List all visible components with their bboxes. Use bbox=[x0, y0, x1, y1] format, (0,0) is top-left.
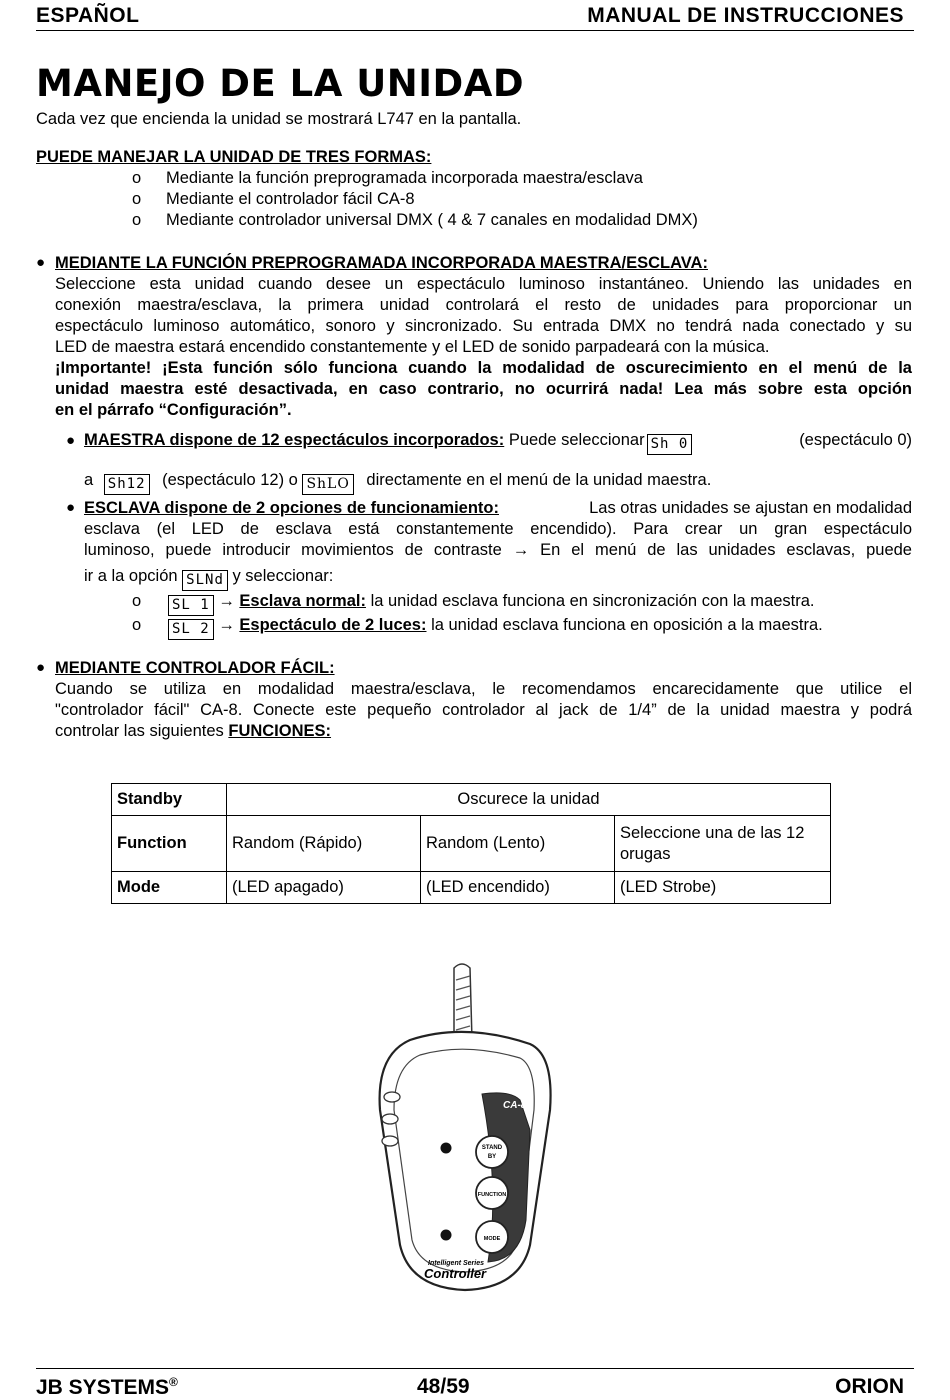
slave-line: luminoso, puede introducir movimientos de contraste → En el menú de las unidades esclavas, puede bbox=[84, 541, 912, 559]
controller-model-label: CA-8 bbox=[503, 1100, 527, 1111]
slave-option: o SL 1 → Esclava normal: la unidad esclava funciona en sincronización con la maestra. bbox=[132, 591, 815, 616]
master-line-2 bbox=[84, 470, 711, 495]
table-row-label: Function bbox=[112, 816, 227, 872]
table-cell: Seleccione una de las 12 orugas bbox=[615, 816, 831, 872]
slave-option-label: Esclava normal: bbox=[239, 592, 366, 610]
table-cell: (LED apagado) bbox=[227, 872, 421, 904]
table-cell: Random (Lento) bbox=[421, 816, 615, 872]
important-line: en el párrafo “Configuración”. bbox=[55, 401, 292, 419]
easy-line: Cuando se utiliza en modalidad maestra/esclava, le recomendamos encarecidamente que utilice el bbox=[55, 680, 912, 698]
ways-item-3: Mediante controlador universal DMX ( 4 & 7 canales en modalidad DMX) bbox=[166, 211, 698, 229]
ways-heading: PUEDE MANEJAR LA UNIDAD DE TRES FORMAS: bbox=[36, 148, 432, 166]
ways-list-item: o Mediante el controlador fácil CA-8 bbox=[132, 190, 415, 208]
arrow-icon: → bbox=[218, 592, 235, 610]
bullet-icon: ● bbox=[36, 659, 46, 676]
master-text: Puede seleccionar bbox=[508, 431, 645, 449]
section-title: MANEJO DE LA UNIDAD bbox=[36, 62, 525, 105]
ways-item-1: Mediante la función preprogramada incorporada maestra/esclava bbox=[166, 169, 643, 187]
slave-option: o SL 2 → Espectáculo de 2 luces: la unidad esclava funciona en oposición a la maestra. bbox=[132, 615, 823, 640]
master-line-1 bbox=[84, 430, 912, 455]
slave-line-4 bbox=[84, 566, 333, 591]
slave-label: ESCLAVA dispone de 2 opciones de funcionamiento: bbox=[84, 499, 499, 517]
slave-text: ir a la opción bbox=[84, 567, 178, 585]
table-row bbox=[112, 816, 831, 872]
table-row bbox=[112, 784, 831, 816]
bullet-icon: ● bbox=[66, 432, 76, 449]
important-line: unidad maestra esté desactivada, en caso contrario, no ocurrirá nada! Lea más sobre esta opción bbox=[55, 380, 912, 398]
lcd-display-slave2: SL 2 bbox=[168, 619, 214, 640]
slave-text: Las otras unidades se ajustan en modalidad bbox=[589, 499, 912, 517]
lcd-display-showlo: ShLO bbox=[302, 474, 353, 495]
lcd-display-slave1: SL 1 bbox=[168, 595, 214, 616]
page-number: 48/59 bbox=[417, 1375, 470, 1398]
functions-table bbox=[111, 783, 831, 904]
controller-series-label: Intelligent Series bbox=[428, 1260, 485, 1267]
master-slave-heading: MEDIANTE LA FUNCIÓN PREPROGRAMADA INCORPORADA MAESTRA/ESCLAVA: bbox=[55, 254, 708, 272]
function-button-label: FUNCTION bbox=[477, 1192, 507, 1198]
table-cell: (LED Strobe) bbox=[615, 872, 831, 904]
master-label: MAESTRA dispone de 12 espectáculos incorporados: bbox=[84, 431, 505, 449]
slave-option-text: la unidad esclava funciona en sincronización con la maestra. bbox=[370, 592, 815, 610]
footer-brand-name: JB SYSTEMS bbox=[36, 1376, 170, 1399]
table-cell: (LED encendido) bbox=[421, 872, 615, 904]
master-slave-line: espectáculo luminoso automático, sonoro y sincronizado. Su entrada DMX no tendrá nada conectado y su bbox=[55, 317, 912, 335]
table-row-label: Standby bbox=[112, 784, 227, 816]
lcd-display-show0: Sh 0 bbox=[647, 434, 693, 455]
header-manual-title: MANUAL DE INSTRUCCIONES bbox=[587, 4, 904, 27]
easy-heading: MEDIANTE CONTROLADOR FÁCIL: bbox=[55, 659, 335, 677]
arrow-icon: → bbox=[218, 616, 235, 634]
master-slave-line: conexión maestra/esclava, la primera unidad controlará el resto de unidades para proporcionar un bbox=[55, 296, 912, 314]
footer-brand bbox=[36, 1375, 178, 1400]
master-slave-line: LED de maestra estará encendido constantemente y el LED de sonido parpadeará con la música. bbox=[55, 338, 770, 356]
master-show0-caption: (espectáculo 0) bbox=[799, 431, 912, 449]
easy-text: controlar las siguientes bbox=[55, 722, 224, 740]
page-footer bbox=[36, 1368, 914, 1397]
ways-item-2: Mediante el controlador fácil CA-8 bbox=[166, 190, 415, 208]
footer-product: ORION bbox=[835, 1375, 904, 1398]
intro-text: Cada vez que encienda la unidad se mostrará L747 en la pantalla. bbox=[36, 110, 522, 128]
ca8-controller-illustration bbox=[370, 960, 560, 1300]
header-language: ESPAÑOL bbox=[36, 4, 140, 27]
standby-button-label: BY bbox=[487, 1154, 497, 1160]
standby-button bbox=[476, 1136, 508, 1168]
bullet-icon: ● bbox=[66, 499, 76, 516]
page-header bbox=[36, 2, 914, 31]
master-slave-line: Seleccione esta unidad cuando desee un espectáculo luminoso instantáneo. Uniendo las unidades en bbox=[55, 275, 912, 293]
table-cell: Random (Rápido) bbox=[227, 816, 421, 872]
table-row-label: Mode bbox=[112, 872, 227, 904]
easy-line-3 bbox=[55, 721, 331, 742]
registered-mark: ® bbox=[169, 1375, 178, 1389]
slave-option-label: Espectáculo de 2 luces: bbox=[239, 616, 427, 634]
slave-text: y seleccionar: bbox=[232, 567, 334, 585]
easy-functions-label: FUNCIONES: bbox=[228, 722, 332, 740]
table-cell: Oscurece la unidad bbox=[227, 784, 831, 816]
master-text: (espectáculo 12) o bbox=[162, 471, 298, 489]
ways-list-item: o Mediante controlador universal DMX ( 4 & 7 canales en modalidad DMX) bbox=[132, 211, 698, 229]
master-text: directamente en el menú de la unidad maestra. bbox=[366, 471, 712, 489]
standby-button-label: STAND bbox=[481, 1145, 503, 1151]
master-text: a bbox=[84, 471, 94, 489]
important-line: ¡Importante! ¡Esta función sólo funciona cuando la modalidad de oscurecimiento en el menú de la bbox=[55, 359, 912, 377]
slave-line: esclava (el LED de esclava está constantemente encendido). Para crear un gran espectáculo bbox=[84, 520, 912, 538]
bullet-icon: ● bbox=[36, 254, 46, 271]
controller-name-label: Controller bbox=[424, 1266, 487, 1281]
table-row bbox=[112, 872, 831, 904]
mode-button-label: MODE bbox=[483, 1236, 501, 1242]
easy-line: "controlador fácil" CA-8. Conecte este pequeño controlador al jack de 1/4” de la unidad maestra y podrá bbox=[55, 701, 912, 719]
ways-list-item: o Mediante la función preprogramada incorporada maestra/esclava bbox=[132, 169, 643, 187]
slave-option-text: la unidad esclava funciona en oposición a la maestra. bbox=[431, 616, 823, 634]
lcd-display-show12: Sh12 bbox=[104, 474, 150, 495]
lcd-display-slave-mode: SLNd bbox=[182, 570, 228, 591]
slave-line-1 bbox=[84, 498, 912, 519]
